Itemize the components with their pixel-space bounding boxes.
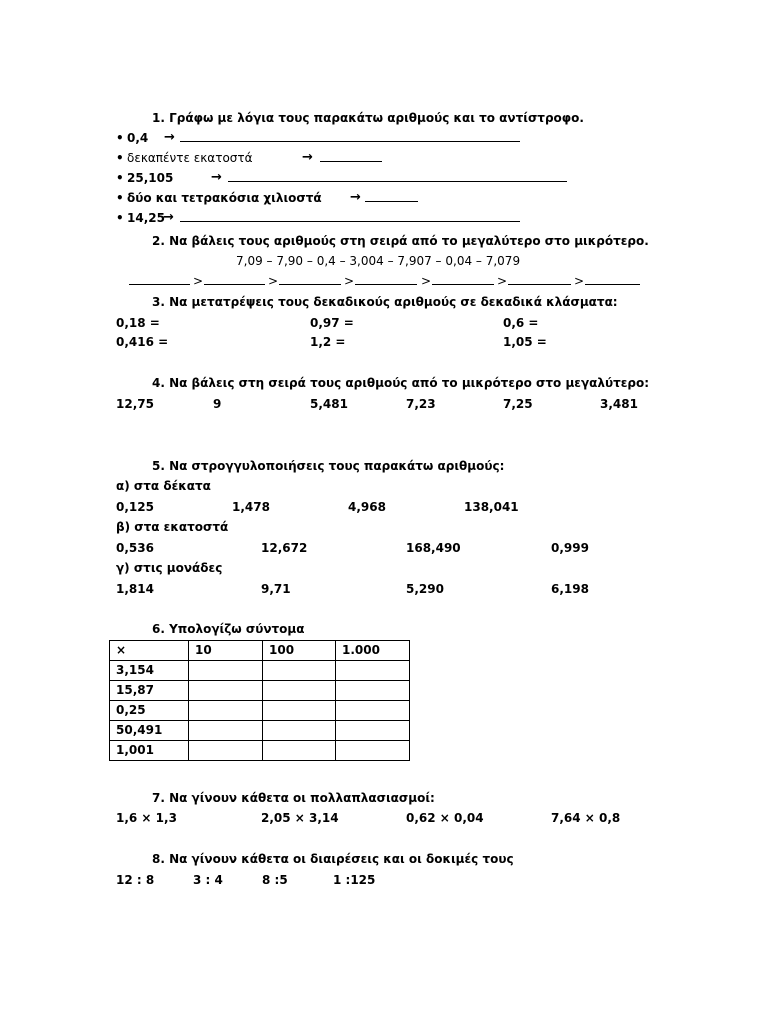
q4-number: 9: [213, 397, 222, 411]
q1-item-3: [0, 168, 768, 188]
bullet: •: [116, 211, 124, 225]
q8-item: 12 : 8: [116, 873, 155, 887]
q5-number: 9,71: [261, 582, 291, 596]
multiplication-table: [109, 640, 410, 761]
bullet: •: [116, 151, 124, 165]
q4-title-text: 4. Να βάλεις στη σειρά τους αριθμούς από το μικρότερο στο μεγαλύτερο:: [152, 376, 650, 390]
q7-item: 1,6 × 1,3: [116, 811, 177, 825]
answer-blank[interactable]: [585, 284, 640, 285]
q5-title: [0, 456, 768, 476]
q5-number: 6,198: [551, 582, 589, 596]
bullet: •: [116, 171, 124, 185]
greater-than: >: [193, 274, 204, 288]
answer-blank[interactable]: [508, 284, 571, 285]
q1-item-4: [0, 188, 768, 208]
table-row: [110, 721, 410, 741]
answer-blank[interactable]: [204, 284, 265, 285]
q1-title: [0, 108, 768, 128]
q8-item: 3 : 4: [193, 873, 223, 887]
answer-blank[interactable]: [320, 161, 382, 162]
q5-number: 168,490: [406, 541, 461, 555]
answer-blank[interactable]: [180, 221, 520, 222]
table-row-label: 0,25: [110, 701, 189, 721]
q7-title: [0, 788, 768, 808]
q5-number: 138,041: [464, 500, 519, 514]
table-answer-cell[interactable]: [263, 721, 336, 741]
q5-group-a-label: [0, 476, 768, 496]
table-answer-cell[interactable]: [336, 741, 410, 761]
q1-item-text: 0,4: [127, 131, 149, 145]
q2-title: [0, 231, 768, 251]
q1-item-text: δεκαπέντε εκατοστά: [127, 151, 253, 165]
q6-title: [0, 619, 768, 639]
greater-than: >: [344, 274, 355, 288]
q3-cell: 0,416 =: [116, 335, 169, 349]
q8-item: 1 :125: [333, 873, 376, 887]
q3-cell: 1,2 =: [310, 335, 346, 349]
q5-number: 0,125: [116, 500, 154, 514]
q5-group-label: γ) στις μονάδες: [116, 561, 223, 575]
table-row-label: 1,001: [110, 741, 189, 761]
table-answer-cell[interactable]: [189, 661, 263, 681]
q3-cell: 1,05 =: [503, 335, 547, 349]
q7-items: [0, 808, 768, 828]
table-row: [110, 661, 410, 681]
table-answer-cell[interactable]: [263, 701, 336, 721]
q3-row-2: [0, 332, 768, 352]
table-header-cell: 100: [263, 641, 336, 661]
table-answer-cell[interactable]: [263, 681, 336, 701]
table-header-cell: ×: [110, 641, 189, 661]
q4-number: 12,75: [116, 397, 154, 411]
q5-group-b-numbers: [0, 538, 768, 558]
q2-sequence: [0, 251, 768, 271]
table-answer-cell[interactable]: [263, 741, 336, 761]
greater-than: >: [421, 274, 432, 288]
q3-title: [0, 292, 768, 312]
arrow-icon: →: [211, 170, 222, 185]
answer-blank[interactable]: [180, 141, 520, 142]
table-answer-cell[interactable]: [189, 681, 263, 701]
q8-item: 8 :5: [262, 873, 288, 887]
q8-title-text: 8. Να γίνουν κάθετα οι διαιρέσεις και οι δοκιμές τους: [152, 852, 514, 866]
bullet: •: [116, 131, 124, 145]
q5-title-text: 5. Να στρογγυλοποιήσεις τους παρακάτω αριθμούς:: [152, 459, 505, 473]
table-row-label: 50,491: [110, 721, 189, 741]
q3-title-text: 3. Να μετατρέψεις τους δεκαδικούς αριθμούς σε δεκαδικά κλάσματα:: [152, 295, 618, 309]
q6-title-text: 6. Υπολογίζω σύντομα: [152, 622, 305, 636]
q5-number: 12,672: [261, 541, 308, 555]
table-header-cell: 1.000: [336, 641, 410, 661]
answer-blank[interactable]: [365, 201, 418, 202]
table-answer-cell[interactable]: [189, 701, 263, 721]
table-row-label: 15,87: [110, 681, 189, 701]
q5-number: 5,290: [406, 582, 444, 596]
table-header-row: [110, 641, 410, 661]
q5-number: 1,814: [116, 582, 154, 596]
q1-item-5: [0, 208, 768, 228]
table-row-label: 3,154: [110, 661, 189, 681]
greater-than: >: [268, 274, 279, 288]
q1-title-text: 1. Γράφω με λόγια τους παρακάτω αριθμούς και το αντίστροφο.: [152, 111, 584, 125]
q1-item-text: 25,105: [127, 171, 174, 185]
q7-item: 0,62 × 0,04: [406, 811, 484, 825]
q7-item: 7,64 × 0,8: [551, 811, 621, 825]
q7-title-text: 7. Να γίνουν κάθετα οι πολλαπλασιασμοί:: [152, 791, 435, 805]
q5-number: 4,968: [348, 500, 386, 514]
arrow-icon: →: [164, 130, 175, 145]
greater-than: >: [574, 274, 585, 288]
q5-number: 0,999: [551, 541, 589, 555]
arrow-icon: →: [302, 150, 313, 165]
q4-number: 7,23: [406, 397, 436, 411]
q8-title: [0, 849, 768, 869]
q5-group-a-numbers: [0, 497, 768, 517]
q5-group-label: α) στα δέκατα: [116, 479, 211, 493]
q4-title: [0, 373, 768, 393]
table-row: [110, 741, 410, 761]
q8-items: [0, 870, 768, 890]
table-row: [110, 701, 410, 721]
arrow-icon: →: [163, 210, 174, 225]
table-header-cell: 10: [189, 641, 263, 661]
q4-number: 7,25: [503, 397, 533, 411]
q1-item-text: 14,25: [127, 211, 165, 225]
table-answer-cell[interactable]: [263, 661, 336, 681]
q7-item: 2,05 × 3,14: [261, 811, 339, 825]
q3-row-1: [0, 313, 768, 333]
answer-blank[interactable]: [432, 284, 494, 285]
q3-cell: 0,97 =: [310, 316, 354, 330]
bullet: •: [116, 191, 124, 205]
q3-cell: 0,18 =: [116, 316, 160, 330]
q5-number: 0,536: [116, 541, 154, 555]
table-answer-cell[interactable]: [336, 681, 410, 701]
answer-blank[interactable]: [228, 181, 567, 182]
q1-item-text: δύο και τετρακόσια χιλιοστά: [127, 191, 322, 205]
table-answer-cell[interactable]: [336, 721, 410, 741]
q5-number: 1,478: [232, 500, 270, 514]
table-answer-cell[interactable]: [189, 721, 263, 741]
q4-number: 3,481: [600, 397, 638, 411]
q1-item-1: [0, 128, 768, 148]
q4-number: 5,481: [310, 397, 348, 411]
table-answer-cell[interactable]: [336, 661, 410, 681]
q1-item-2: [0, 148, 768, 168]
answer-blank[interactable]: [279, 284, 341, 285]
q2-title-text: 2. Να βάλεις τους αριθμούς στη σειρά από το μεγαλύτερο στο μικρότερο.: [152, 234, 649, 248]
table-answer-cell[interactable]: [189, 741, 263, 761]
answer-blank[interactable]: [129, 284, 190, 285]
q5-group-label: β) στα εκατοστά: [116, 520, 229, 534]
answer-blank[interactable]: [355, 284, 417, 285]
q5-group-b-label: [0, 517, 768, 537]
q5-group-c-numbers: [0, 579, 768, 599]
table-row: [110, 681, 410, 701]
q2-answer-row: [0, 271, 768, 291]
q4-numbers: [0, 394, 768, 414]
arrow-icon: →: [350, 190, 361, 205]
greater-than: >: [497, 274, 508, 288]
q2-sequence-text: 7,09 – 7,90 – 0,4 – 3,004 – 7,907 – 0,04 – 7,079: [236, 254, 521, 268]
q3-cell: 0,6 =: [503, 316, 539, 330]
q5-group-c-label: [0, 558, 768, 578]
table-answer-cell[interactable]: [336, 701, 410, 721]
